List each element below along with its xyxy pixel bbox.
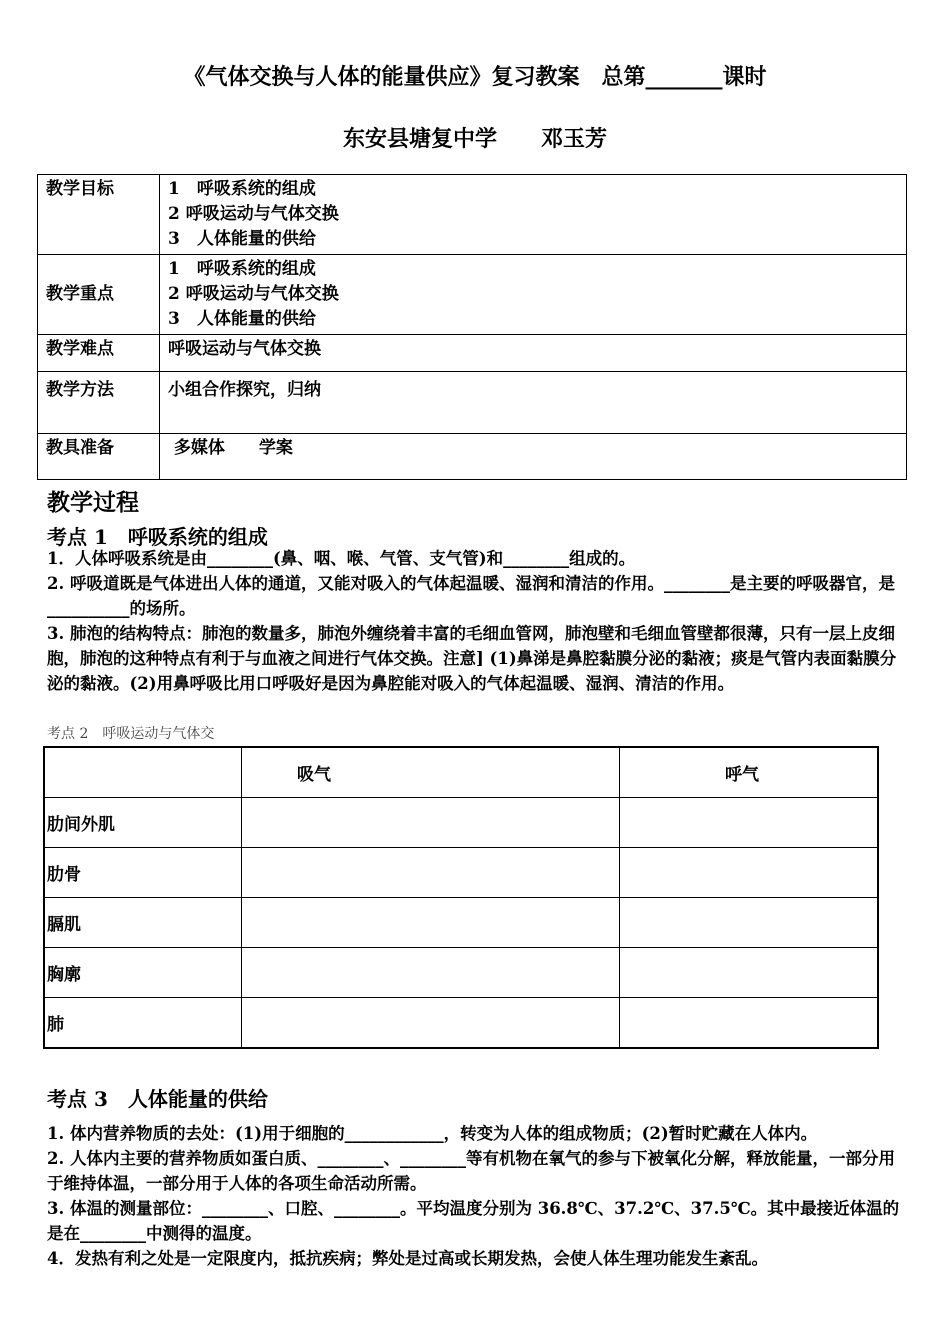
section2-heading: 考点 2 呼吸运动与气体交 — [47, 726, 215, 742]
info-line: 1 呼吸系统的组成 — [168, 259, 316, 279]
table-cell — [620, 948, 879, 998]
table-header-cell — [44, 747, 242, 798]
section3-heading: 考点 3 人体能量的供给 — [47, 1087, 268, 1111]
info-line: 1 呼吸系统的组成 — [168, 179, 316, 199]
table-cell — [242, 798, 620, 848]
info-label: 教学目标 — [38, 175, 160, 255]
lesson-info-table — [37, 174, 907, 480]
info-label: 教学方法 — [38, 372, 160, 434]
table-row-label: 肺 — [44, 998, 242, 1049]
table-cell — [242, 898, 620, 948]
info-line: 2 呼吸运动与气体交换 — [168, 204, 339, 224]
info-value: 多媒体 学案 — [160, 434, 907, 480]
section3-paragraph: 4．发热有利之处是一定限度内，抵抗疾病；弊处是过高或长期发热，会使人体生理功能发生紊乱。 — [47, 1249, 768, 1268]
info-label: 教学重点 — [38, 255, 160, 335]
table-cell — [620, 848, 879, 898]
table-row-label: 肋骨 — [44, 848, 242, 898]
table-cell — [620, 898, 879, 948]
info-value: 呼吸运动与气体交换 — [160, 335, 907, 372]
table-row-label: 肋间外肌 — [44, 798, 242, 848]
table-row-label: 膈肌 — [44, 898, 242, 948]
table-cell — [242, 948, 620, 998]
section1-paragraph: 3. 肺泡的结构特点：肺泡的数量多，肺泡外缠绕着丰富的毛细血管网，肺泡壁和毛细血管壁都很薄，只有一层上皮细胞，肺泡的这种特点有利于与血液之间进行气体交换。注意] (1)鼻涕是鼻腔黏膜分泌的黏液；痰是气管内表面黏膜分泌的黏液。(2)用鼻呼吸比用口呼吸好是因为鼻腔能对吸入的气体起温暖、湿润、清洁的作用。 — [47, 624, 897, 693]
info-value: 小组合作探究，归纳 — [160, 372, 907, 434]
info-line: 3 人体能量的供给 — [168, 229, 316, 249]
section3-paragraph: 1. 体内营养物质的去处：(1)用于细胞的____________，转变为人体的组成物质；(2)暂时贮藏在人体内。 — [47, 1124, 818, 1143]
section3-paragraph: 2. 人体内主要的营养物质如蛋白质、________、________等有机物在氧气的参与下被氧化分解，释放能量，一部分用于维持体温，一部分用于人体的各项生命活动所需。 — [47, 1149, 895, 1193]
table-cell — [242, 998, 620, 1049]
section1-paragraph: 1．人体呼吸系统是由________(鼻、咽、喉、气管、支气管)和________组成的。 — [47, 549, 636, 568]
table-cell — [620, 998, 879, 1049]
section1-heading: 考点 1 呼吸系统的组成 — [47, 525, 268, 549]
table-header-cell: 呼气 — [620, 747, 879, 798]
info-label: 教学难点 — [38, 335, 160, 372]
breathing-table — [43, 746, 879, 1049]
author-line: 东安县塘复中学 邓玉芳 — [342, 126, 607, 152]
info-line: 2 呼吸运动与气体交换 — [168, 284, 339, 304]
process-heading: 教学过程 — [47, 489, 139, 516]
section3-paragraph: 3. 体温的测量部位：________、口腔、________。平均温度分别为 36.8℃、37.2℃、37.5℃。其中最接近体温的是在________中测得的温度。 — [47, 1199, 900, 1243]
table-cell — [620, 798, 879, 848]
table-row-label: 胸廓 — [44, 948, 242, 998]
page-title: 《气体交换与人体的能量供应》复习教案 总第_______课时 — [183, 64, 767, 90]
info-label: 教具准备 — [38, 434, 160, 480]
info-line: 3 人体能量的供给 — [168, 309, 316, 329]
info-value — [160, 255, 907, 335]
table-header-cell: 吸气 — [242, 747, 620, 798]
section1-paragraph: 2. 呼吸道既是气体进出人体的通道，又能对吸入的气体起温暖、湿润和清洁的作用。________是主要的呼吸器官，是__________的场所。 — [47, 574, 895, 618]
table-cell — [242, 848, 620, 898]
info-value — [160, 175, 907, 255]
